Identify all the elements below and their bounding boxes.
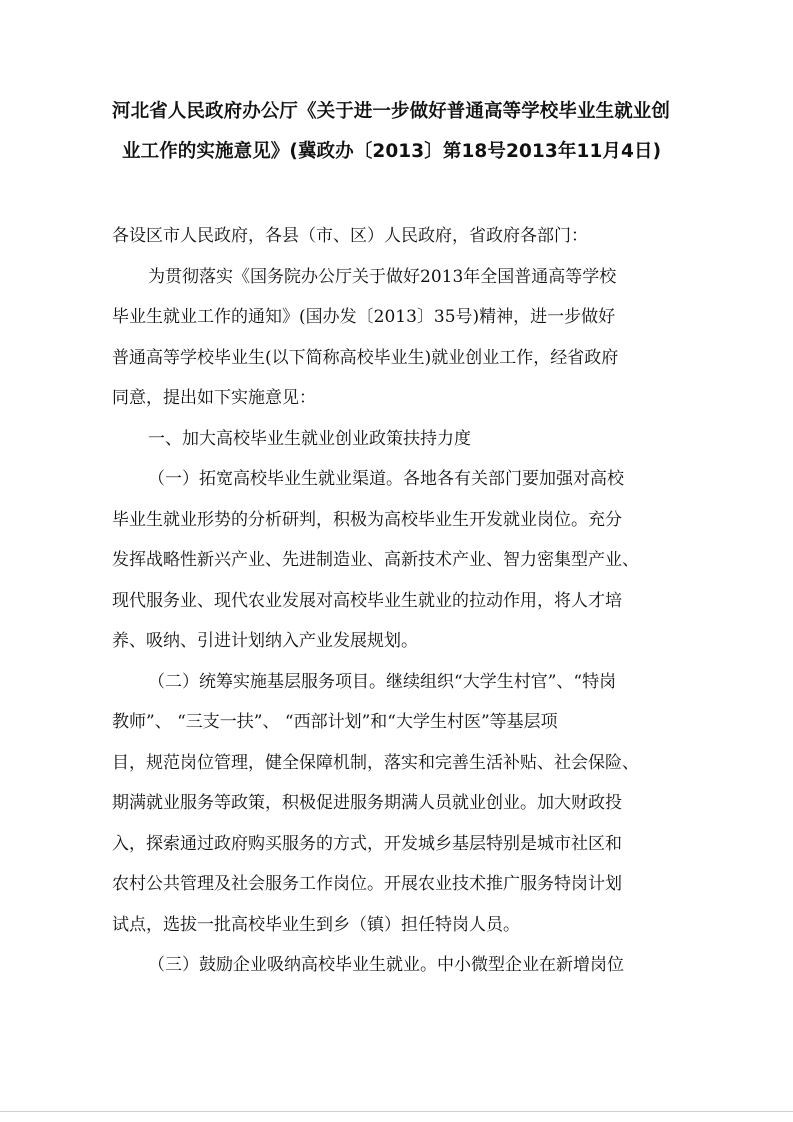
document-title <box>112 92 682 172</box>
section-heading: 一、加大高校毕业生就业创业政策扶持力度 <box>148 428 471 449</box>
body-line: （三）鼓励企业吸纳高校毕业生就业。中小微型企业在新增岗位 <box>148 955 624 975</box>
body-line: 同意，提出如下实施意见： <box>112 388 316 408</box>
body-line: 为贯彻落实《国务院办公厅关于做好2013年全国普通高等学校 <box>148 266 617 287</box>
body-line: 目，规范岗位管理，健全保障机制，落实和完善生活补贴、社会保险、 <box>112 752 639 773</box>
body-line: 发挥战略性新兴产业、先进制造业、高新技术产业、智力密集型产业、 <box>112 550 639 570</box>
body-line: 毕业生就业形势的分析研判，积极为高校毕业生开发就业岗位。充分 <box>112 509 622 530</box>
body-line: 农村公共管理及社会服务工作岗位。开展农业技术推广服务特岗计划 <box>112 874 622 894</box>
body-line: 期满就业服务等政策，积极促进服务期满人员就业创业。加大财政投 <box>112 793 622 813</box>
body-line: 试点，选拔一批高校毕业生到乡（镇）担任特岗人员。 <box>112 914 520 935</box>
body-line: 入，探索通过政府购买服务的方式，开发城乡基层特别是城市社区和 <box>112 833 622 854</box>
body-line: （一）拓宽高校毕业生就业渠道。各地各有关部门要加强对高校 <box>148 469 624 489</box>
body-line: 普通高等学校毕业生(以下简称高校毕业生)就业创业工作，经省政府 <box>112 347 619 368</box>
title-line: 河北省人民政府办公厅《关于进一步做好普通高等学校毕业生就业创 <box>112 101 671 122</box>
salutation: 各设区市人民政府，各县（市、区）人民政府，省政府各部门： <box>112 226 588 246</box>
document-body <box>112 216 682 986</box>
body-line: 现代服务业、现代农业发展对高校毕业生就业的拉动作用，将人才培 <box>112 590 622 611</box>
body-line: 养、吸纳、引进计划纳入产业发展规划。 <box>112 631 418 651</box>
title-line: 业工作的实施意见》(冀政办〔2013〕第18号2013年11月4日) <box>122 141 662 162</box>
page-divider <box>0 1111 793 1112</box>
body-line: （二）统筹实施基层服务项目。继续组织“大学生村官”、“特岗 <box>148 671 617 692</box>
body-line: 教师”、 “三支一扶”、 “西部计划”和“大学生村医”等基层项 <box>112 712 558 732</box>
body-line: 毕业生就业工作的通知》(国办发〔2013〕35号)精神，进一步做好 <box>112 307 616 327</box>
